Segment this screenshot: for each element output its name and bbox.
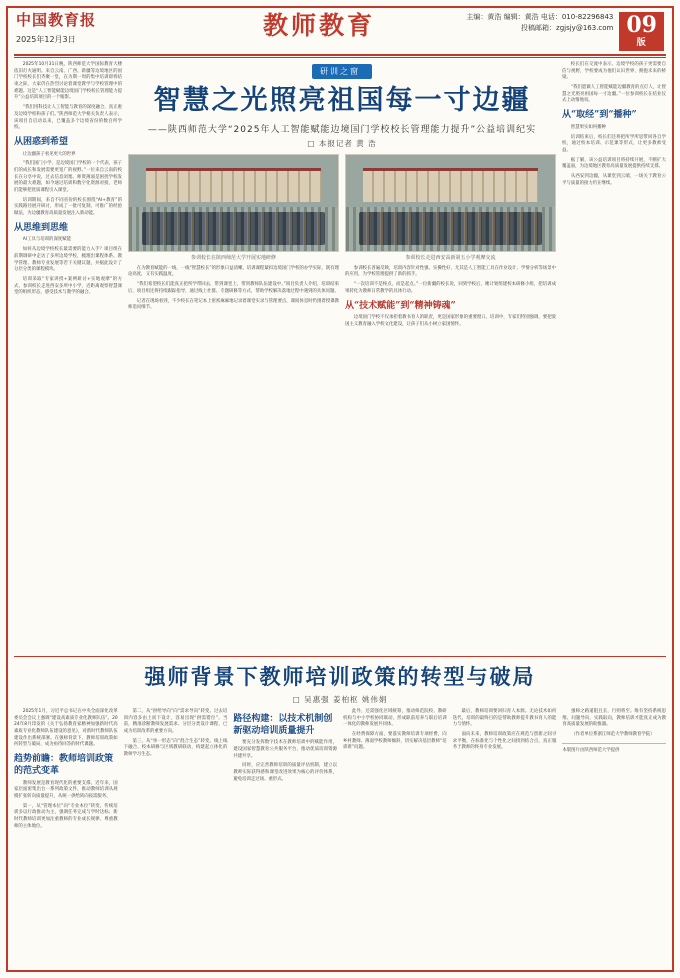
- feature-body-columns: [128, 266, 556, 650]
- feature-byline: □ 本报记者 黄 浩: [307, 138, 377, 148]
- credits-line-2: 投稿邮箱：zgjsjy@163.com: [521, 23, 614, 32]
- photo-building: [363, 168, 539, 202]
- masthead-left: [16, 12, 184, 45]
- left-col-text-3: [14, 237, 122, 297]
- bottom-col-1: [14, 709, 118, 833]
- subheading: 从困惑到希望: [14, 136, 69, 147]
- paragraph: 强师之路道阻且长，行则将至。唯有坚持系统思维、问题导向、实践取向，教师培训才能真正成为教育高质量发展的助推器。: [562, 709, 667, 728]
- masthead-credits: [466, 12, 613, 33]
- subheading: 从“技术赋能”到“精神铸魂”: [345, 300, 456, 311]
- photo-people: [359, 212, 543, 245]
- masthead: [10, 8, 670, 52]
- photo-left: [128, 154, 339, 261]
- paragraph: “我们国门小学，是边境国门学校的一个代表，孩子们的成长和发展需要更宽广的视野。”一位来自云南的校长在分享中说，过去信息闭塞、师资薄弱是困扰学校发展的最大难题，如今通过培训和数字化资源对接，老师们能够把优质课程引入课堂。: [14, 161, 122, 193]
- bottom-byline: □ 吴惠强 姜柏枢 姚伟娟: [292, 695, 388, 704]
- feature-tag-row: [128, 64, 556, 79]
- publication-date: 2025年12月3日: [16, 34, 76, 44]
- bottom-rule: [14, 656, 666, 657]
- bottom-col-3: [233, 709, 337, 833]
- feature-subheadline: ——陕西师范大学“2025年人工智能赋能边境国门学校校长管理能力提升”公益培训纪实: [147, 124, 537, 135]
- paragraph: 要充分发挥数字技术在教师培训中的赋能作用，建设国家智慧教育公共服务平台，推动优质培训资源共建共享。: [233, 740, 338, 759]
- paragraph: 在经费保障方面，要落实教师培训专项经费，向乡村教师、薄弱学校教师倾斜，切实解决基层教师“培训难”问题。: [343, 732, 447, 751]
- bottom-headline: 强师背景下教师培训政策的转型与破局: [144, 664, 536, 689]
- section-title: 教师教育: [262, 11, 375, 40]
- right-col-text: [562, 62, 666, 105]
- bottom-col-4: [343, 709, 447, 833]
- photo-image: [128, 154, 339, 252]
- page-label: 版: [636, 38, 647, 49]
- subheading: 从思维到思维: [14, 222, 69, 233]
- photo-caption: 参训校长在陕西师范大学开展实地研修: [190, 254, 276, 261]
- bottom-columns: [14, 709, 666, 833]
- paragraph: 2025年10月31日晚，陕西师范大学国际教育大楼依旧灯火通明。来自云南、广西、新疆等边境地区的国门学校校长们齐聚一堂，在为期一周的集中培训即将结束之际，大家仍在热烈讨论着课堂教学与学校管理中的难题。这是“人工智能赋能边境国门学校校长管理能力提升”公益培训项目的一个缩影。: [14, 62, 122, 101]
- masthead-rule-thick: [14, 54, 666, 56]
- paragraph: 面向未来，教师培训政策应在规范与创新之间寻求平衡，在标准化与个性化之间找到结合点，真正服务于教师的终身专业发展。: [452, 732, 557, 751]
- body-text: [453, 709, 557, 752]
- paragraph: 培训结束后，校长们还将把所学所思带回各自学校，通过校本培训、示范课等形式，让更多教师受益。: [562, 134, 666, 153]
- paragraph: 让边疆孩子看见更大的世界: [22, 151, 76, 157]
- feature-article: [10, 62, 670, 650]
- page-number-badge: [619, 12, 664, 51]
- body-text: [233, 740, 337, 783]
- subheading: 路径构建：以技术机制创新驱动培训质量提升: [233, 714, 333, 736]
- column-divider: [562, 743, 666, 744]
- feature-tag: 研训之窗: [312, 64, 372, 79]
- paragraph: “我们希望校长们能真正把所学带回去，带到课堂上、带到教师队伍建设中。”项目负责人介绍，培训结束后，项目组还将持续跟踪指导，通过线上社群、专题研修等方式，帮助学校解决落地过程中遇到的具体问题。: [128, 282, 339, 294]
- paragraph: 在为教育赋能的一线，一线“智慧校长”的形象日益清晰。培训课程紧扣边境国门学校的办学实际，既有理论高度，又有实践温度。: [128, 265, 339, 278]
- body-text: [128, 266, 339, 312]
- left-col-text: [14, 62, 122, 132]
- paragraph: 从西安到边疆，从课堂到云端，一场关于教育公平与质量的接力仍在继续。: [562, 173, 666, 186]
- feature-body-col-1: [128, 266, 339, 650]
- body-text: [14, 781, 118, 831]
- feature-left-column: [14, 62, 122, 650]
- bottom-col-5: [453, 709, 557, 833]
- paragraph: 如何从边境学校校长最需要的能力入手？项目组在前期调研中走访了多所边境学校，梳理出课程体系、教学管理、教师专业发展等若干关键议题，并据此设计了分层分类的课程模块。: [14, 247, 122, 273]
- feature-center: [128, 62, 556, 650]
- feature-headline: 智慧之光照亮祖国每一寸边疆: [153, 85, 531, 116]
- body-text: [124, 709, 228, 759]
- photo-image: [345, 154, 556, 252]
- masthead-center: [184, 12, 454, 40]
- paragraph: 记者在现场看到，不少校长在笔记本上密密麻麻地记录着课堂实录与管理要点，课间休息时仍围着授课教师追问细节。: [128, 298, 339, 311]
- paragraph: 2025年1月，习近平总书记在中央全面深化改革委员会会议上强调“建设高素质专业化教师队伍”。2024年8月印发的《关于弘扬教育家精神加强新时代高素质专业化教师队伍建设的意见》，对新时代教师队伍建设作出系统部署。在强师背景下，教师培训政策如何转型与破局，成为亟待回答的时代课题。: [14, 709, 118, 748]
- right-col-subtext: [562, 125, 666, 188]
- body-text-2: [345, 315, 556, 328]
- subheading: 趋势前瞻：教师培训政策的范式变革: [14, 754, 114, 776]
- page-number: 09: [626, 12, 657, 38]
- paragraph: “我们用科技让人工智能与教育的深度融合，真正惠及边境学校和孩子们。”陕西师范大学相关负责人表示，该项目自启动以来，已覆盖多个边境省份的数百所学校。: [14, 105, 122, 131]
- paragraph: 此外，还需强化区域统筹，推动师范院校、教研机构与中小学校协同联动，形成职前培养与职后培训一体化的教师发展共同体。: [343, 709, 447, 728]
- paragraph: 参训校长普遍反映，培训内容针对性强、实操性好，尤其是人工智能工具在作业设计、学情分析等场景中的应用，为学校管理提供了新的抓手。: [345, 265, 556, 278]
- photo-building: [146, 168, 322, 202]
- paragraph: 智慧果实如何播种: [570, 124, 606, 130]
- left-col-text-2: [14, 152, 122, 218]
- paragraph: “我们愿做人工智能赋能边疆教育的点灯人，让智慧之光照亮祖国每一寸边疆。”一位参训校长在结业仪式上动情地说。: [562, 85, 666, 104]
- paragraph: 培训采取“专家讲授+案例研讨+实地观摩”的方式，参训校长走进西安多所中小学，近距离观察智慧课堂的组织形态，感受技术与教学的融合。: [14, 276, 122, 296]
- paragraph: 最后，教师培训要回归育人本源。无论技术如何迭代，培训的最终目的是帮助教师提升教书育人的能力与情怀。: [452, 709, 557, 728]
- newspaper-logo: 中国教育报: [16, 11, 97, 29]
- body-text: [562, 709, 666, 739]
- feature-body-col-2: [345, 266, 556, 650]
- paragraph: （作者单位系浙江师范大学教师教育学院）: [571, 732, 655, 738]
- masthead-rule-thin: [14, 57, 666, 58]
- body-text: [343, 709, 447, 752]
- photo-credit: 本版图片由陕西师范大学提供: [562, 747, 620, 753]
- paragraph: 同时，应完善教师培训的质量评估机制，建立以教师实际获得感和课堂改进效果为核心的评价体系，避免培训走过场、重形式。: [233, 763, 338, 782]
- bottom-col-6: [562, 709, 666, 833]
- paragraph: 教师发展是教育现代化的重要支撑。近年来，国家层面密集出台一系列政策文件，推动教师培训从规模扩张转向质量提升，从统一供给转向按需服务。: [14, 780, 118, 799]
- feature-right-column: [562, 62, 666, 650]
- subheading: 从“取经”到“播种”: [562, 110, 637, 121]
- paragraph: “一次培训不是终点，而是起点。”一位新疆的校长说，回到学校后，她计划组建校本研修小组，把培训成果转化为教师日常教学的具体行动。: [345, 282, 556, 294]
- body-text: [14, 709, 118, 749]
- paragraph: 校长们在交流中表示，边境学校的孩子更需要自信与视野，学校要成为他们认识世界、拥抱未来的桥梁。: [562, 62, 666, 81]
- masthead-right: [454, 12, 664, 51]
- bottom-col-2: [124, 709, 228, 833]
- credits-line-1: 主编：黄浩 编辑：黄浩 电话：010-82296843: [466, 13, 614, 21]
- paragraph: 第二，从“供给导向”向“需求导向”转变。过去培训内容多由上而下设计，容易出现“供需错位”。当前，精准诊断教师发展需求、分层分类设计课程，已成为培训改革的重要方向。: [123, 709, 228, 735]
- paragraph: 边境国门学校不仅承担着教书育人的职责，更是国家形象的重要窗口。培训中，专家们特别强调，要把爱国主义教育融入学校文化建设，让孩子们从小树立家国情怀。: [345, 315, 556, 327]
- feature-photos: [128, 154, 556, 261]
- photo-caption: 参训校长走进西安高新第五小学观摩交流: [405, 254, 496, 261]
- paragraph: AI工具与培训的深度赋能: [22, 237, 72, 243]
- paragraph: 培训期间，来自不同省份的校长围绕“AI+教育”的实践路径展开研讨，形成了一批可复制、可推广的经验做法，为边疆教育高质量发展注入新动能。: [14, 197, 122, 217]
- paragraph: 第一，从“管理本位”向“专业本位”转变。传统培训多以行政推动为主，强调任务完成与学时达标；新时代教师培训更加注重教师的专业成长规律，尊重教师的主体地位。: [14, 803, 118, 829]
- paragraph: 据了解，该公益培训项目将持续开展，不断扩大覆盖面，为边境地区教育高质量发展提供持续支撑。: [562, 157, 666, 170]
- photo-people: [142, 212, 326, 245]
- body-text: [345, 266, 556, 296]
- bottom-article: [10, 650, 670, 833]
- paragraph: 第三，从“单一形态”向“混合生态”转变。线上线下融合、校本研修与区域教研联动，构建起立体化的教师学习生态。: [123, 738, 228, 758]
- photo-right: [345, 154, 556, 261]
